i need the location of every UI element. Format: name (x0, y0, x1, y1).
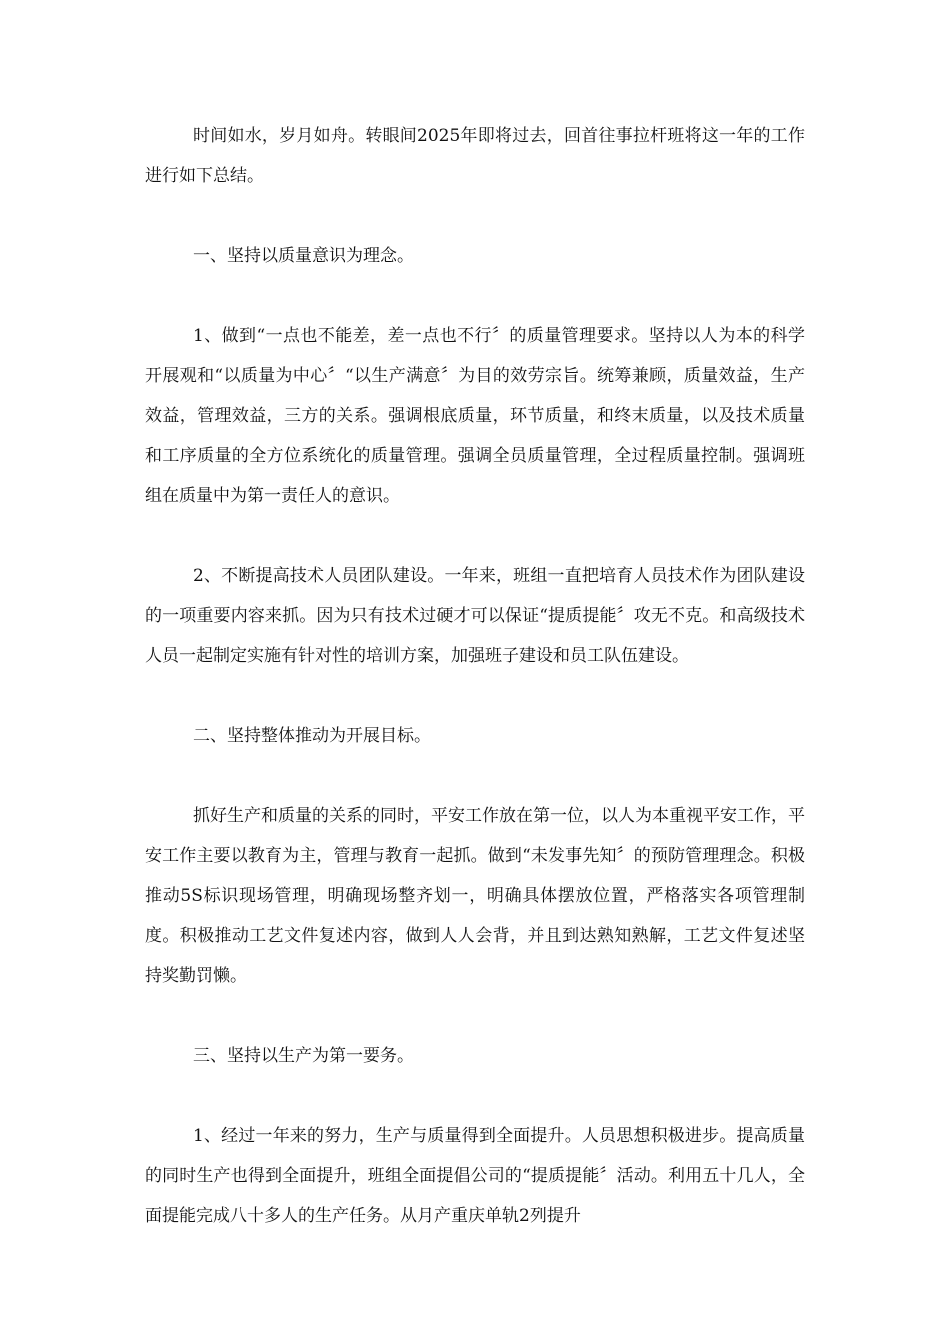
section-1-paragraph-2: 2、不断提高技术人员团队建设。一年来，班组一直把培育人员技术作为团队建设的一项重要内容来抓。因为只有技术过硬才可以保证“提质提能〞攻无不克。和高级技术人员一起制定实施有针对性的培训方案，加强班子建设和员工队伍建设。 (145, 566, 805, 666)
section-heading-1: 一、坚持以质量意识为理念。 (193, 246, 414, 266)
document-body (145, 116, 805, 1276)
section-heading-3: 三、坚持以生产为第一要务。 (193, 1046, 414, 1066)
section-1-paragraph-1: 1、做到“一点也不能差，差一点也不行〞的质量管理要求。坚持以人为本的科学开展观和“以质量为中心〞“以生产满意〞为目的效劳宗旨。统筹兼顾，质量效益，生产效益，管理效益，三方的关系。强调根底质量，环节质量，和终末质量，以及技术质量和工序质量的全方位系统化的质量管理。强调全员质量管理，全过程质量控制。强调班组在质量中为第一责任人的意识。 (145, 326, 805, 506)
section-2-paragraph-1: 抓好生产和质量的关系的同时，平安工作放在第一位，以人为本重视平安工作，平安工作主要以教育为主，管理与教育一起抓。做到“未发事先知〞的预防管理理念。积极推动5S标识现场管理，明确现场整齐划一，明确具体摆放位置，严格落实各项管理制度。积极推动工艺文件复述内容，做到人人会背，并且到达熟知熟解，工艺文件复述坚持奖勤罚懒。 (145, 806, 805, 986)
intro-paragraph: 时间如水，岁月如舟。转眼间2025年即将过去，回首往事拉杆班将这一年的工作进行如下总结。 (145, 126, 805, 186)
section-heading-2: 二、坚持整体推动为开展目标。 (193, 726, 431, 746)
section-3-paragraph-1: 1、经过一年来的努力，生产与质量得到全面提升。人员思想积极进步。提高质量的同时生产也得到全面提升，班组全面提倡公司的“提质提能〞活动。利用五十几人，全面提能完成八十多人的生产任务。从月产重庆单轨2列提升 (145, 1126, 805, 1226)
